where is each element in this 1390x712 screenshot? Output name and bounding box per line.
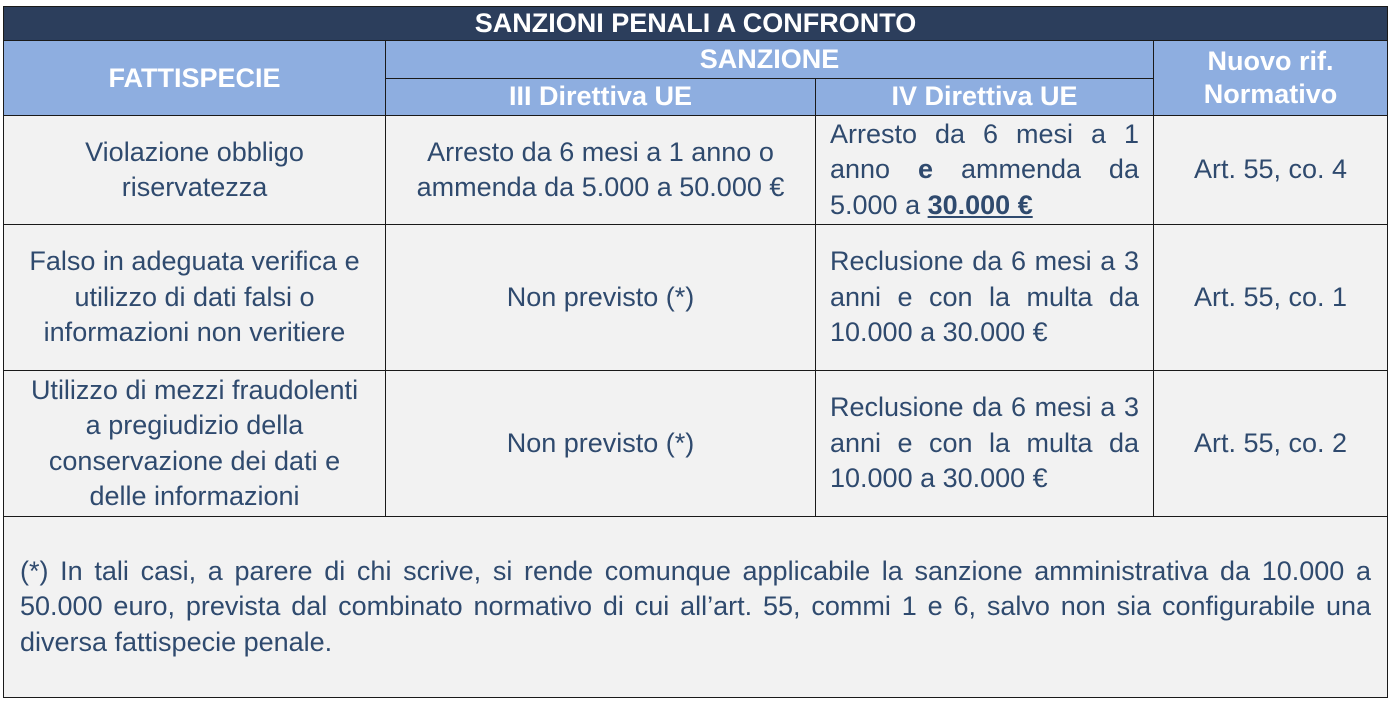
comparison-table-wrapper	[3, 6, 1387, 698]
table-row	[4, 225, 1388, 371]
header-riferimento	[1154, 41, 1388, 116]
sanctions-comparison-table	[3, 6, 1388, 698]
header-sanzione: SANZIONE	[386, 41, 1154, 79]
row1-direttiva4-text1: Arresto da 6 mesi a 1 anno	[830, 118, 1139, 185]
header-direttiva3: III Direttiva UE	[386, 78, 816, 116]
note-row	[4, 517, 1388, 698]
footnote: (*) In tali casi, a parere di chi scrive, si rende comunque applicabile la sanzione amministrativa da 10.000 a 50.000 euro, prevista dal combinato normativo di cui all’art. 55, commi 1 e 6, salvo non sia configurabile una diversa fattispecie penale.	[4, 517, 1388, 698]
row3-direttiva3: Non previsto (*)	[386, 371, 816, 517]
title-row	[4, 7, 1388, 41]
header-fattispecie: FATTISPECIE	[4, 41, 386, 116]
header-riferimento-line1: Nuovo rif.	[1207, 46, 1334, 76]
table-row	[4, 116, 1388, 225]
row1-direttiva4	[816, 116, 1154, 225]
row1-direttiva4-amount: 30.000 €	[927, 189, 1033, 220]
row2-fattispecie: Falso in adeguata verifica e utilizzo di dati falsi o informazioni non veritiere	[4, 225, 386, 371]
header-row-1	[4, 41, 1388, 79]
row2-direttiva4: Reclusione da 6 mesi a 3 anni e con la multa da 10.000 a 30.000 €	[816, 225, 1154, 371]
header-riferimento-line2: Normativo	[1203, 79, 1338, 109]
header-direttiva4: IV Direttiva UE	[816, 78, 1154, 116]
row3-fattispecie: Utilizzo di mezzi fraudolenti a pregiudizio della conservazione dei dati e delle informazioni	[4, 371, 386, 517]
row3-direttiva4: Reclusione da 6 mesi a 3 anni e con la multa da 10.000 a 30.000 €	[816, 371, 1154, 517]
table-title: SANZIONI PENALI A CONFRONTO	[4, 7, 1388, 41]
row1-direttiva4-text2: ammenda da 5.000 a	[830, 154, 1139, 220]
row1-direttiva4-bold: e	[918, 154, 934, 185]
row2-direttiva3: Non previsto (*)	[386, 225, 816, 371]
row1-direttiva3: Arresto da 6 mesi a 1 anno o ammenda da 5.000 a 50.000 €	[386, 116, 816, 225]
row2-riferimento: Art. 55, co. 1	[1154, 225, 1388, 371]
row1-fattispecie: Violazione obbligo riservatezza	[4, 116, 386, 225]
row3-riferimento: Art. 55, co. 2	[1154, 371, 1388, 517]
table-row	[4, 371, 1388, 517]
row1-riferimento: Art. 55, co. 4	[1154, 116, 1388, 225]
